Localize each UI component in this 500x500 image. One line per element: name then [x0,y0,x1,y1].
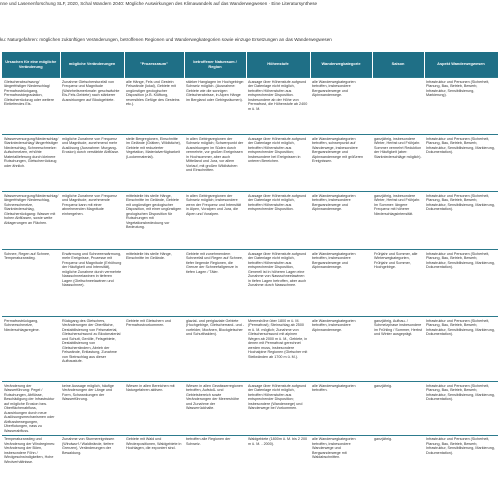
table-cell: alle Wanderwegkategorien betroffen, insbesondere Bergwanderwege und Alpinwanderwege. [310,250,372,317]
table-cell: Erwärmung und Schneeerwärmung, mehr Ereignisse, Prozesse mit Frequenz und Magnitude (Erhöhung der Häufigkeit und Intensität), mögliche Zunahme durch vermehrte Nassschneelawinen in tieferen Lagen (Gleitschneelawinen und Nassschnee). [60,250,124,317]
table-cell: Meereshöhe über 1800 m ü. M. (Permafrost); Steinschlag ab 2500 m ü. M. möglich; Zunahme von Gletscherschwund mit alpinen Wegen ab 2000 m ü. M., Gebiete, in denen mit Permafrost gerechnet werden muss, insbesondere Hochalpine Regionen (Gletscher mit Steilwänden ab 1700 m ü. M.). [246,317,310,382]
table-cell: Infrastruktur und Personen (Sicherheit, Planung, Bau, Betrieb, Bewerb, Infrastruktur, Sensibilisierung, Markierung). [424,78,498,135]
table-cell: Gebiete mit Gletschern und Permafrostvorkommen. [124,317,184,382]
table-cell: Wiesen in allen Bereichen mit Naturgefahren aktiven. [124,382,184,436]
column-header: Aspekt Wanderwegwesen [424,52,498,78]
table-cell: ganzjährig, Aufbau- / Schmelzphase insbesondere im Frühling / Sommer, Herbst und Winter ausgeprägt. [372,317,424,382]
table-cell: Infrastruktur und Personen (Sicherheit, Planung, Bau, Betrieb, Bewerb, Infrastruktur, Sensibilisierung, Markierung, Dokumentation). [424,435,498,469]
table-cell: Wasserversorgung/Niederschlag/ längerfristiger Niederschlag, Schneeschmelze, Starkniederschlag, Gletscherrückgang: Wasser mit hohen Abflüssen, sowie weite Ablagerungen an Flächen. [2,192,60,250]
table-row [2,78,498,135]
table-cell: alle Wanderwegkategorien betroffen, insbesondere Bergwanderwege und Alpinwanderwege. [310,78,372,135]
table-row [2,192,498,250]
table-cell: in allen Gebirgsregionen der Schweiz möglich; insbesondere wenn der Frequenz und Intensität in Alpen, Voralpen und Jura, die Alpen und Voralpen. [184,192,246,250]
table-caption: ku: Naturgefahren: möglichen zukünftigen Veränderungen, betroffenen Regionen und Wanderwegkategorien sowie einzuge Ersetzungen an das Wanderwegwesen [0,37,332,42]
column-header: "Prozessraum" [124,52,184,78]
table-header-row [2,52,498,78]
table-cell: Schnee, Regen auf Schnee, Temperaturanstieg. [2,250,60,317]
table-cell: alle Hänge, Fels und Gestein Felswände (lokal), Gebiete mit ungünstiger geologischer Disposition (z.B. Klüftung, reversibles Gefüge des Gesteins etc.). [124,78,184,135]
natural-hazards-table [2,52,499,469]
column-header: betroffener Naturraum / Region [184,52,246,78]
column-header: mögliche Veränderungen [60,52,124,78]
table-cell: Gebiete mit zunehmendem Schneefall und Regen auf Schnee, tiefer liegende Regionen, die Grenze der Schneefallgrenze in tiefen Lagen / Täler. [184,250,246,317]
table-cell: alle Wanderwegkategorien betroffen, insbesondere Bergwanderwege und Alpinwanderwege. [310,192,372,250]
table-row [2,135,498,192]
table-cell: alle Wanderwegkategorien betroffen, insbesondere Alpinwanderwege. [310,317,372,382]
column-header: Wanderwegkategorie [310,52,372,78]
table-cell: ganzjährig. [372,435,424,469]
table-row [2,435,498,469]
table-cell: mittelsteile bis steile Hänge, Einschnitte im Gelände, Gebiete mit ungünstiger geologischer Disposition, mit einer ungünstigen geologischen Disposition für Rutschungen mit Vegetationsbedeckung vor Bedeutung. [124,192,184,250]
table-cell: steile Bergregionen, Einschnitte im Gelände (Gräben, Wildbäche), Gebiete mit reduzierter Vegetation, Materialverfügbarkeit (Lockermaterial). [124,135,184,192]
table-row [2,382,498,436]
table-cell: mögliche Zunahme von Frequenz und Magnitude, zunehmend mehr Auslösung (Ausnahme: Murgang-Erosion) durch verstärkte Abflüsse. [60,135,124,192]
table-cell: Aussage über Höhenstufe aufgrund der Datenlage nicht möglich, betroffen Höhenstufen aus entsprechender Disposition; insbesondere (Wanderwege) und Wanderwege bei Vorkommen. [246,382,310,436]
column-header: Ursachen für eine mögliche Veränderung [2,52,60,78]
table-cell: mögliche Zunahme von Frequenz und Magnitude, zunehmende Frequenz kann mit einer abnehmenden Magnitude einhergehen. [60,192,124,250]
table-cell: stärker Hanglagen im Hochgebirge: Schweiz möglich. (Ausnahme: Gebiete wie die sonnigen Gletscherabrisse, in Alpen Hänge im Bergland oder Gebirgsräumen). [184,78,246,135]
table-cell: Infrastruktur und Personen (Sicherheit, Planung, Bau, Betrieb, Bewerb, Infrastruktur, Sensibilisierung, Markierung, Dokumentation). [424,192,498,250]
table-cell: Aussage über Höhenstufe aufgrund der Datenlage nicht möglich, betroffen Höhenstufen aus entsprechender Disposition. Insbesondere ab der Höhe von Permafrost, die Höhenstufe ab 2400 m ü. M. [246,78,310,135]
table-cell: Wiesen in allen Gewässerregionen betroffen, Aufstoß- und Gebietsbereich sowie Veränderungen der Meereshöhe und Zunahme der Wasserrückhalte. [184,382,246,436]
table-cell: ganzjährig. [372,382,424,436]
table-cell: Aussage über Höhenstufe aufgrund der Datenlage nicht möglich, betroffen Höhenstufen aus entsprechender Disposition; Insbesondere bei Ereignissen in unteren Bereichen. [246,135,310,192]
table-cell: Wasserversorgung/Niederschlag/ Starkniederschlag/ längerfristiger Niederschlag, Schneeschmelze: Aufschmelzen, erhöhte Materiallieferung durch kleinere Rutschungen, Gletscherrückzug oder ähnlich. [2,135,60,192]
column-header: Höhenstufe [246,52,310,78]
table-cell: Veränderung der Wasserführung: Pegel / Rutschungen, Abflüsse, Beschädigung der Infrastruktur auf mögliche Erosion bzw. Oberflächenabfluss, Auswirkungen durch neue Auslösungsmechanismen oder Abflussbewegungen, Überflutungen, nass zu Wasserabfluss. [2,382,60,436]
table-cell: Temperaturanstieg und Veränderung der Windregimes: Veränderung der Böen, insbesondere Föhn / Windgeschwindigkeiten, Hohe Windverhältnisse. [2,435,60,469]
table-row [2,317,498,382]
table-cell: Frühjahr und Sommer, alle Winterwegkategorien, Frühjahr und Sommer, Hochgebirge. [372,250,424,317]
table-cell: betroffen alle Regionen der Schweiz. [184,435,246,469]
table-cell: Infrastruktur und Personen (Sicherheit, Planung, Bau, Betrieb, Bewerb, Infrastruktur, Sensibilisierung, Markierung, Dokumentation). [424,317,498,382]
table-cell: Waldgebiete (1800m ü. M. bis 2 200 m ü. M. - 2000). [246,435,310,469]
table-row [2,250,498,317]
table-cell: keine Aussage möglich, häufige Veränderungen der Länge und Form, Schwankungen der Wasserführung. [60,382,124,436]
table-cell: Aussage über Höhenstufe aufgrund der Datenlage nicht möglich, betroffen Höhenstufen aus entsprechender Disposition. [246,192,310,250]
column-header: Saison [372,52,424,78]
table-cell: ganzjährig, insbesondere Winter, Herbst und Frühjahr. Sommer vermehrt Reduktion der Häufigkeit (aber: Starkniederschläge möglich). [372,135,424,192]
table-cell: alle Wanderwegkategorien betroffen. [310,382,372,436]
table-cell: Infrastruktur und Personen (Sicherheit, Planung, Bau, Betrieb, Bewerb, Infrastruktur, Sensibilisierung, Markierung, Dokumentation). [424,250,498,317]
table-cell: Infrastruktur und Personen (Sicherheit, Planung, Bau, Betrieb, Bewerb, Infrastruktur, Sensibilisierung, Markierung, Dokumentation). [424,382,498,436]
table-cell: glazial- und periglaziale Gebiete (Hochgebirge, Gletscherrand- und -vorfelder, Moränen, Blockgletscher und Schutthalden). [184,317,246,382]
table-cell: alle Wanderwegkategorien betroffen, insbesondere Wanderwege und Bergwanderwege mit Waldabschnitten. [310,435,372,469]
table-cell: Aussage über Höhenstufe aufgrund der Datenlage nicht möglich, betroffen Höhenstufen aus entsprechender Disposition, Generell ist in höheren Lagen eine Zunahme von Nassschneelawinen in tiefen Lagen betroffen, aber auch Zunahme durch Nassschnee. [246,250,310,317]
table-cell: Permafrostrückgang, Schneeschmelze, Niederschlagsregime. [2,317,60,382]
table-cell: ganzjährig, insbesondere Winter, Herbst und Frühjahr. Im Sommer: längere Frequenz mit höherer Niederschlagsintensität. [372,192,424,250]
document-header: nne und Lasenenforschung SLF, 2020, Schal Wandern 2040: Mögliche Auswirkungen des Klimawandels auf das Wanderwegwesen · Eine Literatursynthese [0,1,318,6]
table-cell: Gletscherabschwung/ längerfristiger Niederschlag/ Permafrostrückgang, Permafrostdegradation, Gletscherrückzug oder weitere Eintiefendes Eis. [2,78,60,135]
table-cell: in allen Gebirgsregionen der Schweiz möglich; Schwerpunkt der Auswirkungen im Süden durch vermehrte, vor großen Ereignissen in Hochsommer, aber auch Mittelland und Jura, vor allem Vorlauf, mit großen Wildbächen und Einschnitten. [184,135,246,192]
table-cell: Rückgang des Gletschers, Veränderungen der Oberfläche, Destabilisierung von Felsmaterial, Gletscherschwund zu Blockmaterial und Schutt, Gerölle, Felsgebiete, Destabilisierung von Gletscherrändern, Abrieb der Felswände, Entlastung, Zunahme von Steinschlag aus dieser Aufbaustufe. [60,317,124,382]
table-cell: mittelsteile bis steile Hänge, Einschnitte im Gelände. [124,250,184,317]
table-cell [372,78,424,135]
table-cell: Zunahme von Sturmereignissen (Windwurf / Waldbrände, tiefere Grenzen), Veränderungen der Bewaldung. [60,435,124,469]
table-cell: alle Wanderwegkategorien betroffen, schwerpunkt auf Wanderwege, insbesondere Bergwanderwege und Alpinwanderwege mit größeren Ereignissen. [310,135,372,192]
table-cell: Zunahme Gletschersturzfall von Frequenz und Magnitude (Wahrheitsmerkmale: geschwächte Eis-Fels-Gebiete) nach stärkerer Auswirkungen auf Blockgebiete. [60,78,124,135]
table-cell: Infrastruktur und Personen (Sicherheit, Planung, Bau, Betrieb, Bewerb, Infrastruktur, Sensibilisierung, Markierung, Dokumentation). [424,135,498,192]
table-cell: Gebiete mit Wald und Windexpositionen, Waldgebiete in Hochlagen, die exponiert sind. [124,435,184,469]
